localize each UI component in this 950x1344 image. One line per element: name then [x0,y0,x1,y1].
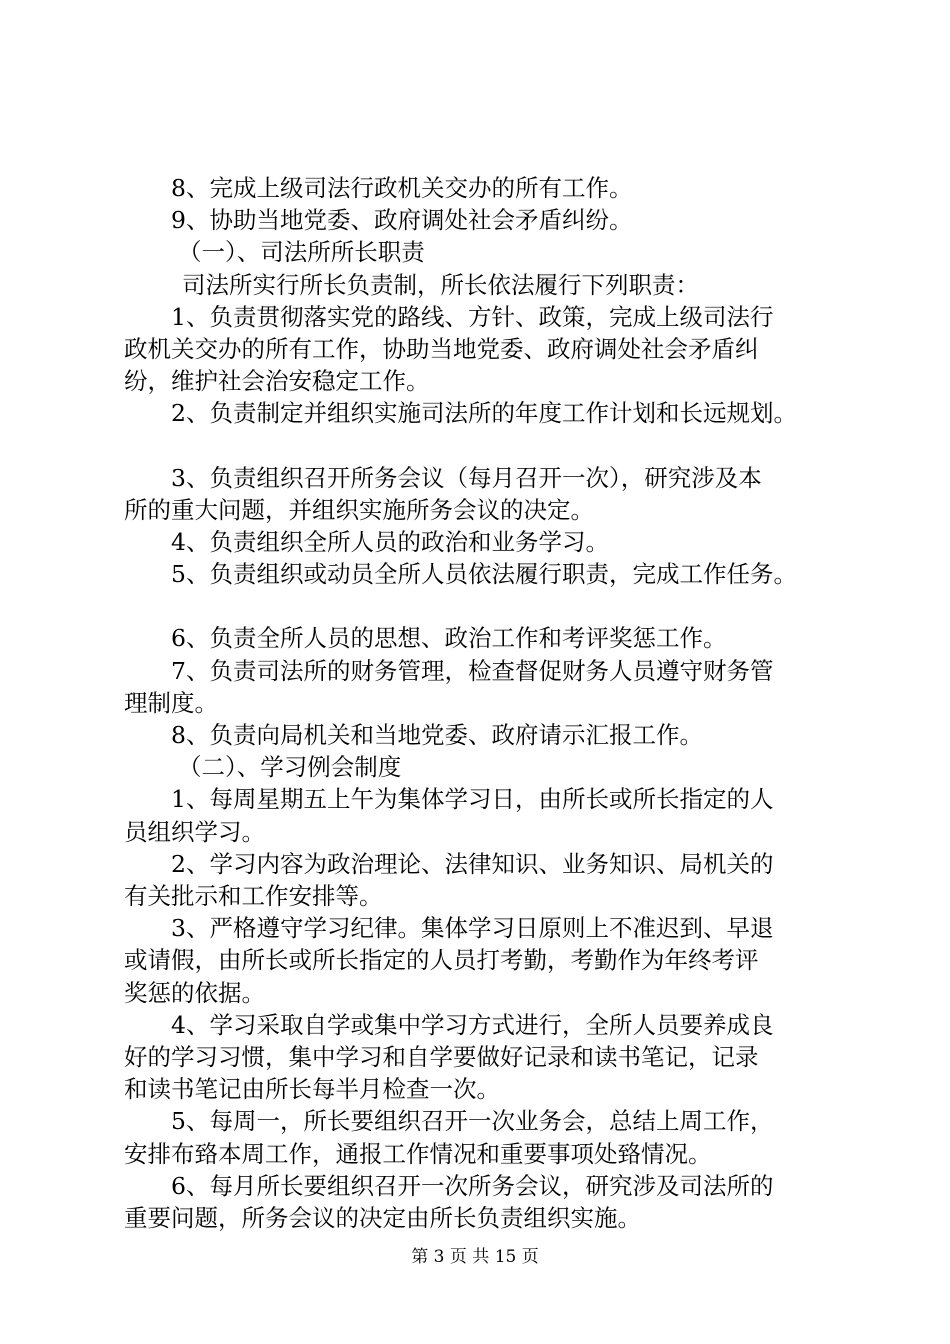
paragraph-line-continued: 政机关交办的所有工作，协助当地党委、政府调处社会矛盾纠 [124,335,759,364]
paragraph-line-continued: 或请假，由所长或所长指定的人员打考勤，考勤作为年终考评 [124,946,759,975]
paragraph-line-first: 1、负责贯彻落实党的路线、方针、政策，完成上级司法行 [171,302,774,331]
paragraph-line-first: 6、每月所长要组织召开一次所务会议，研究涉及司法所的 [171,1171,774,1200]
paragraph-line-continued: 所的重大问题，并组织实施所务会议的决定。 [124,495,594,524]
paragraph-line-continued: 理制度。 [124,688,218,717]
paragraph-line-first: 4、学习采取自学或集中学习方式进行，全所人员要养成良 [171,1010,774,1039]
paragraph-line-continued: 安排布臵本周工作，通报工作情况和重要事项处臵情况。 [124,1139,712,1168]
paragraph-line-first: 5、每周一，所长要组织召开一次业务会，总结上周工作， [171,1107,774,1136]
page-footer: 第 3 页 共 15 页 [411,1247,539,1267]
paragraph-line-first: 2、负责制定并组织实施司法所的年度工作计划和长远规划。 [171,399,797,428]
paragraph-line-first: 8、完成上级司法行政机关交办的所有工作。 [171,174,633,202]
paragraph-line-continued: 员组织学习。 [124,817,265,846]
paragraph-line-first: 3、负责组织召开所务会议（每月召开一次），研究涉及本 [171,463,762,492]
paragraph-line-continued: 奖惩的依据。 [124,978,265,1007]
paragraph-line-first: 2、学习内容为政治理论、法律知识、业务知识、局机关的 [171,849,774,878]
paragraph-line-first: 6、负责全所人员的思想、政治工作和考评奖惩工作。 [171,624,727,653]
paragraph-line-first: 3、严格遵守学习纪律。集体学习日原则上不准迟到、早退 [171,914,774,943]
document-body [124,172,844,1234]
paragraph-line-first: 5、负责组织或动员全所人员依法履行职责，完成工作任务。 [171,560,797,589]
paragraph-line-continued: 纷，维护社会治安稳定工作。 [124,367,430,396]
paragraph-line-continued: 有关批示和工作安排等。 [124,882,383,911]
paragraph-line-continued: 和读书笔记由所长每半月检查一次。 [124,1075,500,1104]
paragraph-line-first: 4、负责组织全所人员的政治和业务学习。 [171,528,609,557]
paragraph-line-continued: 重要问题，所务会议的决定由所长负责组织实施。 [124,1204,641,1233]
paragraph-gap [124,590,844,622]
paragraph-line-first: 7、负责司法所的财务管理，检查督促财务人员遵守财务管 [171,656,774,685]
paragraph-gap [124,430,844,462]
paragraph-line-continued: 好的学习习惯，集中学习和自学要做好记录和读书笔记，记录 [124,1043,759,1072]
paragraph-line-first: 9、协助当地党委、政府调处社会矛盾纠纷。 [171,206,633,235]
paragraph-line-first: 司法所实行所长负责制，所长依法履行下列职责： [182,270,699,299]
paragraph-line-first: （一）、司法所所长职责 [178,238,425,267]
paragraph-line-first: 1、每周星期五上午为集体学习日，由所长或所长指定的人 [171,785,774,814]
paragraph-line-first: （二）、学习例会制度 [178,753,402,782]
paragraph-line-first: 8、负责向局机关和当地党委、政府请示汇报工作。 [171,721,703,750]
